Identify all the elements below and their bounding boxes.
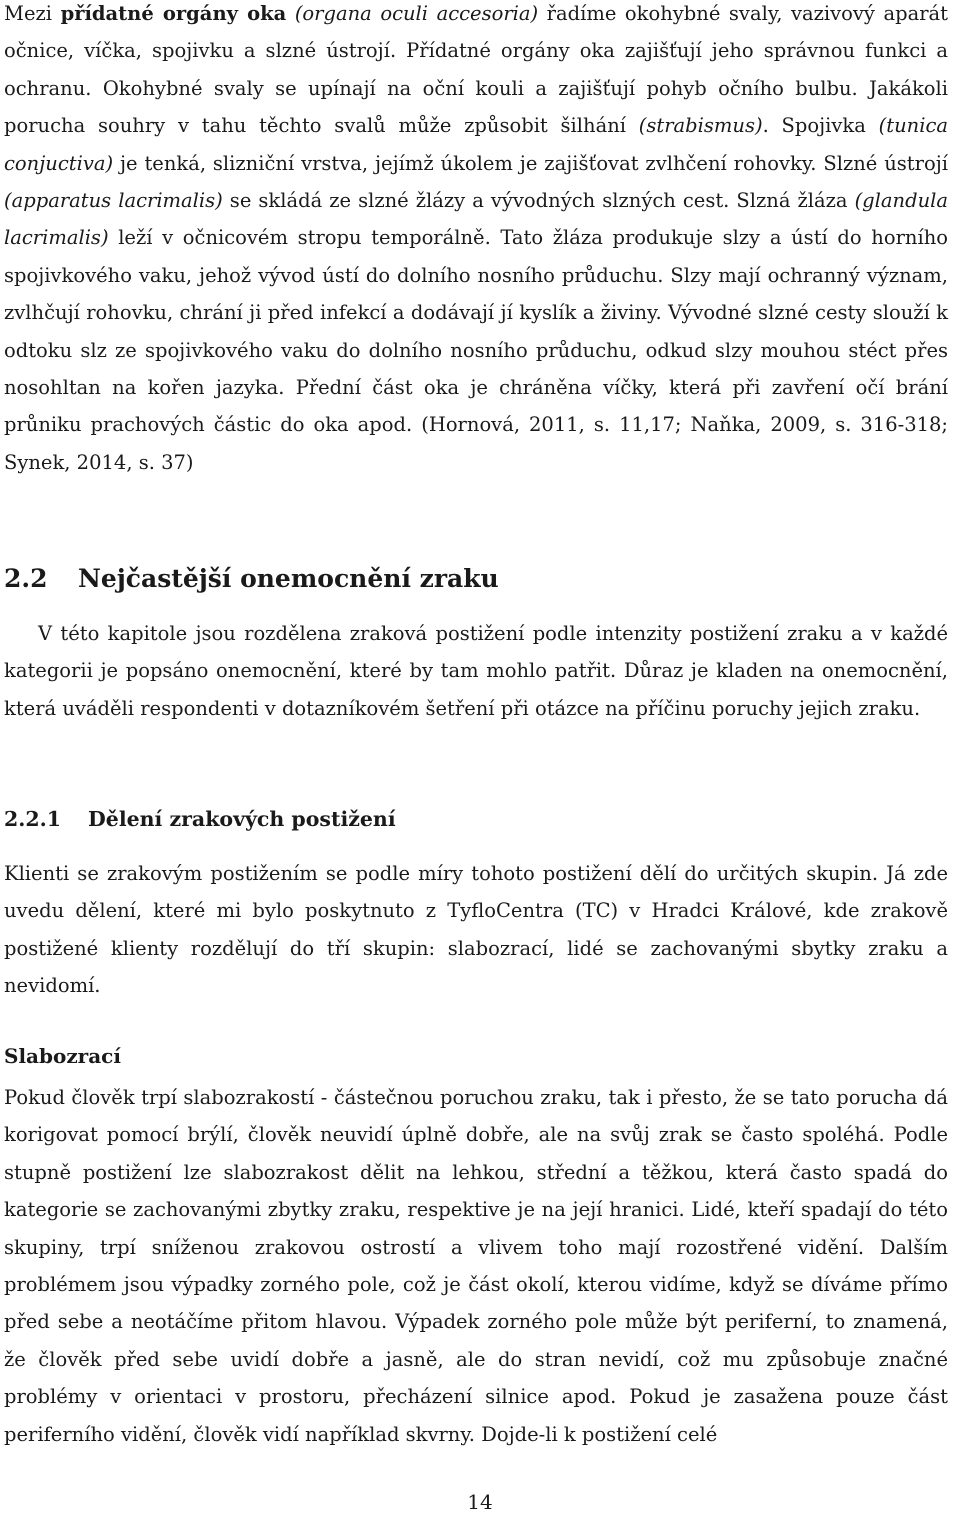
section-heading-2-2 [4,563,948,595]
section-2-2-1-paragraph: Klienti se zrakovým postižením se podle míry tohoto postižení dělí do určitých skupin. Já zde uvedu dělení, které mi bylo poskytnuto z TyfloCentra (TC) v Hradci Králové, kde zrakově postižené klienty rozdělují do tří skupin: slabozrací, lidé se zachovanými sbytky zraku a nevidomí. [4,862,948,998]
latin-term: (apparatus lacrimalis) [4,189,223,213]
text-run [286,2,295,25]
latin-term: (organa oculi accesoria) [294,2,539,25]
subheading-slabozraci: Slabozrací [4,1044,121,1068]
slabozraci-paragraph: Pokud člověk trpí slabozrakostí - částečnou poruchou zraku, tak i přesto, že se tato porucha dá korigovat pomocí brýlí, člověk neuvidí úplně dobře, ale na svůj zrak se často spoléhá. Podle stupně postižení lze slabozrakost dělit na lehkou, střední a těžkou, která často spadá do kategorie se zachovanými zbytky zraku, respektive je na její hranici. Lidé, kteří spadají do této skupiny, trpí sníženou zrakovou ostrostí a vlivem toho mají rozostřené vidění. Dalším problémem jsou výpadky zorného pole, což je část okolí, kterou vidíme, když se díváme přímo před sebe a neotáčíme přitom hlavou. Výpadek zorného pole může být periferní, to znamená, že člověk před sebe uvidí dobře a jasně, ale do stran nevidí, což mu způsobuje značné problémy v orientaci v prostoru, přecházení silnice apod. Pokud je zasažena pouze část periferního vidění, člověk vidí například skvrny. Dojde-li k postižení celé [4,1086,948,1446]
text-run: Mezi [4,2,61,25]
section-heading-2-2-1 [4,804,948,834]
latin-term: (strabismus) [638,114,763,138]
latin-term: (glandula lacrimalis) [4,189,948,250]
section-number: 2.2 [4,564,48,593]
intro-paragraph [4,0,948,481]
text-run: leží v očnicovém stropu temporálně. Tato žláza produkuje slzy a ústí do horního spojivkového vaku, jehož vývod ústí do dolního nosního průduchu. Slzy mají ochranný význam, zvlhčují rohovku, chrání ji před infekcí a dodávají jí kyslík a živiny. Vývodné slzné cesty slouží k odtoku slz ze spojivkového vaku do dolního nosního průduchu, odkud slzy mouhou stéct přes nosohltan na kořen jazyka. Přední část oka je chráněna víčky, která při zavření očí brání průniku prachových částic do oka apod. (Hornová, 2011, s. 11,17; Naňka, 2009, s. 316-318; Synek, 2014, s. 37) [4,226,948,474]
section-2-2-paragraph: V této kapitole jsou rozdělena zraková postižení podle intenzity postižení zraku a v každé kategorii je popsáno onemocnění, které by tam mohlo patřit. Důraz je kladen na onemocnění, která uváděli respondenti v dotazníkovém šetření při otázce na příčinu poruchy jejich zraku. [4,622,948,720]
bold-term: přídatné orgány oka [60,2,287,25]
text-run: se skládá ze slzné žlázy a vývodných slzných cest. Slzná žláza [222,189,855,213]
page-number: 14 [467,1490,493,1514]
text-run: řadíme okohybné svaly, vazivový aparát očnice, víčka, spojivku a slzné ústrojí. Přídatné orgány oka zajišťují jeho správnou funkci a ochranu. Okohybné svaly se upínají na oční kouli a zajišťují pohyb očního bulbu. Jakákoli porucha souhry v tahu těchto svalů může způsobit šilhání [4,2,948,138]
text-run: . Spojivka [762,114,879,138]
latin-term: (tunica conjuctiva) [4,114,948,175]
section-title: Dělení zrakových postižení [88,807,396,831]
text-run: je tenká, slizniční vrstva, jejímž úkolem je zajišťovat zvlhčení rohovky. Slzné ústrojí [113,151,948,175]
section-title: Nejčastější onemocnění zraku [78,564,499,593]
section-number: 2.2.1 [4,807,62,831]
